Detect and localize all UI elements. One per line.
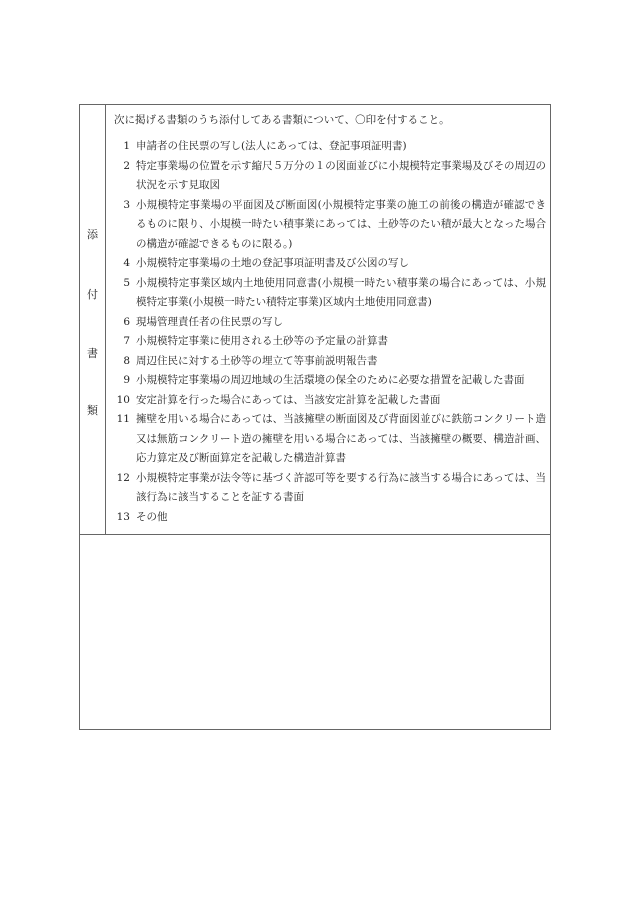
- item-text: 小規模特定事業に使用される土砂等の予定量の計算書: [136, 335, 388, 347]
- item-number: 1: [123, 140, 130, 152]
- list-item[interactable]: [112, 469, 546, 508]
- list-item[interactable]: [112, 352, 546, 372]
- item-number: 10: [116, 393, 130, 406]
- item-number: 3: [123, 198, 130, 211]
- item-number: 7: [123, 335, 130, 347]
- item-text: 擁壁を用いる場合にあっては、当該擁壁の断面図及び背面図並びに鉄筋コンクリート造又は無筋コンクリート造の擁壁を用いる場合にあっては、当該擁壁の概要、構造計画、応力算定及び断面算定を記載した構造計算書: [136, 413, 546, 464]
- item-number: 12: [116, 471, 130, 484]
- attachments-section: [80, 105, 550, 535]
- item-text: 小規模特定事業が法令等に基づく許認可等を要する行為に該当する場合にあっては、当該行為に該当することを証する書面: [136, 471, 546, 503]
- list-item[interactable]: [112, 371, 546, 391]
- item-text: 小規模特定事業区域内土地使用同意書(小規模一時たい積事業の場合にあっては、小規模特定事業(小規模一時たい積特定事業)区域内土地使用同意書): [136, 276, 546, 308]
- list-item[interactable]: [112, 157, 546, 196]
- item-number: 6: [123, 315, 130, 328]
- list-item[interactable]: [112, 410, 546, 469]
- list-item[interactable]: [112, 196, 546, 255]
- item-text: 特定事業場の位置を示す縮尺５万分の１の図面並びに小規模特定事業場及びその周辺の状況を示す見取図: [136, 159, 546, 191]
- attachments-label-column: [80, 105, 106, 534]
- item-text: 申請者の住民票の写し(法人にあっては、登記事項証明書): [136, 140, 407, 152]
- label-char: 書: [87, 347, 98, 360]
- item-text: 安定計算を行った場合にあっては、当該安定計算を記載した書面: [136, 393, 441, 406]
- item-number: 4: [123, 257, 130, 269]
- intro-text: 次に掲げる書類のうち添付してある書類について、〇印を付すること。: [114, 114, 450, 126]
- item-text: 小規模特定事業場の平面図及び断面図(小規模特定事業の施工の前後の構造が確認できるものに限り、小規模一時たい積事業にあっては、土砂等のたい積が最大となった場合の構造が確認できるものに限る。): [136, 198, 546, 250]
- item-number: 5: [123, 276, 130, 289]
- attachments-content: [106, 105, 550, 534]
- item-number: 13: [116, 510, 130, 523]
- item-text: 周辺住民に対する土砂等の埋立て等事前説明報告書: [136, 354, 378, 367]
- item-text: 小規模特定事業場の周辺地域の生活環境の保全のために必要な措置を記載した書面: [136, 374, 525, 386]
- item-number: 9: [123, 374, 130, 386]
- list-item[interactable]: [112, 332, 546, 352]
- list-item[interactable]: [112, 274, 546, 313]
- attachment-list: [112, 137, 546, 527]
- list-item[interactable]: [112, 254, 546, 274]
- list-item[interactable]: [112, 137, 546, 157]
- item-text: その他: [136, 510, 168, 523]
- item-number: 8: [123, 354, 130, 367]
- label-char: 類: [87, 404, 98, 417]
- item-text: 小規模特定事業場の土地の登記事項証明書及び公図の写し: [136, 257, 409, 269]
- item-number: 2: [123, 159, 130, 172]
- list-item[interactable]: [112, 313, 546, 333]
- list-item[interactable]: [112, 391, 546, 411]
- notes-area[interactable]: [80, 535, 550, 729]
- list-item[interactable]: [112, 508, 546, 528]
- attachments-table: [79, 104, 551, 730]
- item-number: 11: [116, 413, 130, 425]
- label-char: 添: [87, 228, 98, 241]
- item-text: 現場管理責任者の住民票の写し: [136, 315, 283, 328]
- label-char: 付: [87, 288, 98, 301]
